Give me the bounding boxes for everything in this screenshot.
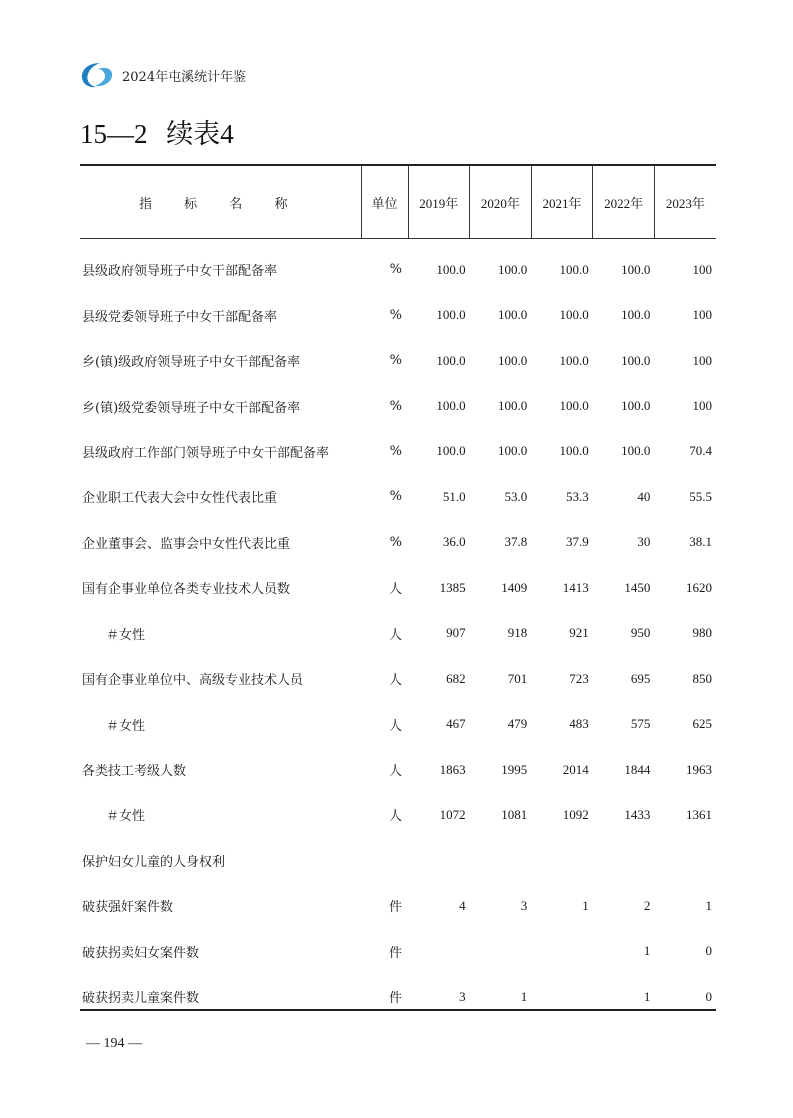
indicator-name-cell: 县级党委领导班子中女干部配备率	[82, 309, 278, 325]
table-number: 15—2	[80, 119, 148, 149]
indicator-name-cell: 乡(镇)级政府领导班子中女干部配备率	[82, 355, 301, 371]
unit-cell: 人	[388, 718, 402, 734]
unit-cell: 件	[388, 991, 402, 1007]
value-cell: 100.0	[497, 307, 528, 323]
value-cell: 1072	[439, 806, 466, 822]
value-cell: 1450	[624, 579, 651, 595]
unit-cell: 人	[388, 764, 402, 780]
value-cell: 100.0	[621, 443, 651, 459]
table-title	[80, 112, 234, 151]
table-row	[80, 474, 716, 519]
table-row	[80, 520, 716, 565]
page-number: — 194 —	[86, 1036, 142, 1051]
table-body	[80, 239, 716, 1020]
table-row	[80, 792, 716, 837]
unit-cell: 件	[388, 945, 402, 961]
indicator-name-cell: 县级政府领导班子中女干部配备率	[82, 264, 278, 280]
table-row	[80, 883, 716, 928]
indicator-name-cell: 乡(镇)级党委领导班子中女干部配备率	[82, 400, 301, 416]
value-cell: 37.9	[566, 534, 589, 550]
value-cell: 1	[643, 988, 651, 1004]
value-cell: 1409	[501, 579, 528, 595]
value-cell: 100	[692, 352, 712, 368]
value-cell: 695	[630, 670, 651, 686]
value-cell: 100.0	[559, 307, 589, 323]
value-cell: 1361	[686, 806, 712, 822]
value-cell: 682	[446, 670, 466, 686]
table-label: 续表4	[166, 119, 234, 149]
value-cell: 950	[630, 625, 651, 641]
value-cell: 1	[520, 988, 528, 1004]
unit-cell: %	[389, 443, 402, 459]
value-cell: 1844	[624, 761, 651, 777]
value-cell	[470, 838, 532, 883]
value-cell: 4	[459, 897, 466, 913]
value-cell: 100.0	[497, 261, 528, 277]
table-row	[80, 239, 716, 293]
value-cell: 1963	[686, 761, 712, 777]
value-cell: 907	[446, 625, 466, 641]
value-cell: 1081	[501, 806, 528, 822]
table-row	[80, 292, 716, 337]
table-row	[80, 701, 716, 746]
indicator-name-cell: ＃女性	[106, 809, 146, 825]
value-cell: 625	[692, 716, 712, 732]
column-header-year: 2023年	[654, 166, 716, 239]
indicator-name-cell: 县级政府工作部门领导班子中女干部配备率	[82, 445, 330, 461]
indicator-name-cell: ＃女性	[106, 718, 146, 734]
value-cell	[470, 929, 532, 974]
indicator-name-cell: 国有企事业单位中、高级专业技术人员	[82, 673, 304, 689]
table-header-row	[80, 166, 716, 239]
value-cell: 575	[630, 716, 651, 732]
column-header-year: 2021年	[531, 166, 593, 239]
value-cell: 100.0	[559, 398, 589, 414]
value-cell	[408, 838, 470, 883]
unit-cell: 人	[388, 673, 402, 689]
value-cell: 37.8	[504, 534, 528, 550]
value-cell: 100.0	[497, 443, 528, 459]
statistics-table-container	[80, 164, 716, 1019]
indicator-name-cell: 各类技工考级人数	[82, 764, 187, 780]
value-cell: 483	[569, 716, 589, 732]
value-cell: 1433	[624, 806, 651, 822]
value-cell: 1863	[439, 761, 466, 777]
column-header-unit: 单位	[361, 166, 408, 239]
value-cell: 2014	[562, 761, 589, 777]
value-cell: 2	[643, 897, 651, 913]
value-cell: 3	[520, 897, 528, 913]
unit-cell: %	[389, 489, 402, 505]
value-cell: 0	[705, 988, 712, 1004]
unit-cell	[361, 838, 408, 883]
table-bottom-rule	[80, 1009, 716, 1011]
value-cell: 1995	[501, 761, 528, 777]
value-cell: 1092	[562, 806, 589, 822]
value-cell: 100.0	[621, 307, 651, 323]
value-cell: 53.0	[504, 488, 528, 504]
value-cell: 100.0	[559, 352, 589, 368]
value-cell: 850	[692, 670, 712, 686]
table-row	[80, 656, 716, 701]
value-cell: 100.0	[436, 352, 466, 368]
value-cell: 100.0	[497, 352, 528, 368]
yearbook-title: 2024年屯溪统计年鉴	[122, 69, 247, 85]
table-row	[80, 838, 716, 883]
value-cell: 1	[643, 943, 651, 959]
page-header	[78, 58, 246, 92]
value-cell	[531, 838, 593, 883]
value-cell: 723	[569, 670, 589, 686]
unit-cell: %	[389, 353, 402, 369]
unit-cell: %	[389, 262, 402, 278]
value-cell: 100.0	[559, 261, 589, 277]
value-cell	[408, 929, 470, 974]
column-header-year: 2019年	[408, 166, 470, 239]
value-cell: 100.0	[559, 443, 589, 459]
unit-cell: 人	[388, 582, 402, 598]
value-cell: 701	[507, 670, 528, 686]
value-cell: 100.0	[497, 398, 528, 414]
table-row	[80, 429, 716, 474]
indicator-name-cell: 企业职工代表大会中女性代表比重	[82, 491, 278, 507]
value-cell: 0	[705, 943, 712, 959]
value-cell: 55.5	[689, 488, 712, 504]
indicator-name-cell: ＃女性	[106, 627, 146, 643]
value-cell: 1413	[562, 579, 589, 595]
value-cell: 1	[582, 897, 589, 913]
value-cell: 100	[692, 261, 712, 277]
table-row	[80, 929, 716, 974]
value-cell: 70.4	[689, 443, 712, 459]
unit-cell: %	[389, 398, 402, 414]
table-row	[80, 338, 716, 383]
value-cell: 1	[705, 897, 712, 913]
value-cell: 100.0	[621, 352, 651, 368]
indicator-name-cell: 破获拐卖儿童案件数	[82, 991, 200, 1007]
table-row	[80, 383, 716, 428]
unit-cell: 人	[388, 627, 402, 643]
value-cell: 36.0	[442, 534, 466, 550]
unit-cell: 人	[388, 809, 402, 825]
value-cell: 100	[692, 307, 712, 323]
indicator-name-cell: 保护妇女儿童的人身权利	[82, 854, 226, 870]
table-row	[80, 747, 716, 792]
value-cell	[593, 838, 655, 883]
table-row	[80, 611, 716, 656]
value-cell	[654, 838, 716, 883]
value-cell: 918	[507, 625, 528, 641]
value-cell: 30	[637, 534, 651, 550]
indicator-name-cell: 企业董事会、监事会中女性代表比重	[82, 536, 291, 552]
value-cell: 1385	[439, 579, 466, 595]
indicator-name-cell: 破获拐卖妇女案件数	[82, 945, 200, 961]
column-header-year: 2020年	[470, 166, 532, 239]
value-cell: 40	[637, 488, 651, 504]
indicator-name-cell: 破获强奸案件数	[82, 900, 174, 916]
value-cell: 479	[507, 716, 528, 732]
value-cell	[531, 974, 593, 1019]
yearbook-logo-icon	[78, 60, 116, 90]
value-cell: 100.0	[436, 261, 466, 277]
statistics-table	[80, 166, 716, 1019]
value-cell: 51.0	[442, 488, 466, 504]
value-cell: 467	[446, 716, 466, 732]
indicator-name-cell: 国有企事业单位各类专业技术人员数	[82, 582, 291, 598]
table-row	[80, 974, 716, 1019]
value-cell: 38.1	[689, 534, 712, 550]
unit-cell: 件	[388, 900, 402, 916]
column-header-name: 指 标 名 称	[80, 166, 361, 239]
value-cell: 100.0	[436, 398, 466, 414]
value-cell	[531, 929, 593, 974]
value-cell: 100.0	[621, 398, 651, 414]
value-cell: 100.0	[436, 443, 466, 459]
column-header-year: 2022年	[593, 166, 655, 239]
value-cell: 921	[569, 625, 589, 641]
value-cell: 100.0	[436, 307, 466, 323]
table-row	[80, 565, 716, 610]
value-cell: 3	[459, 988, 466, 1004]
value-cell: 100.0	[621, 261, 651, 277]
value-cell: 980	[692, 625, 712, 641]
unit-cell: %	[389, 534, 402, 550]
unit-cell: %	[389, 307, 402, 323]
value-cell: 53.3	[566, 488, 589, 504]
value-cell: 100	[692, 398, 712, 414]
value-cell: 1620	[686, 579, 712, 595]
